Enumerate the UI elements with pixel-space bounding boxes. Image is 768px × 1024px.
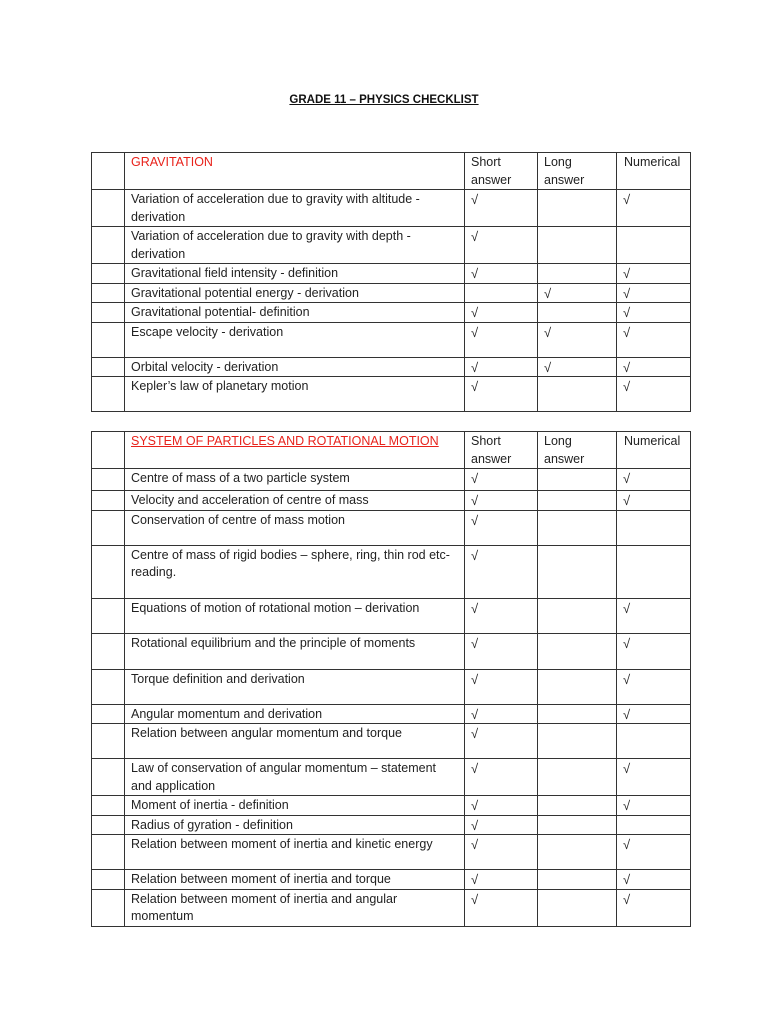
- numerical-check-cell: [617, 303, 691, 323]
- check-mark-icon: √: [471, 872, 479, 887]
- number-cell: [92, 759, 125, 796]
- check-mark-icon: √: [623, 305, 631, 320]
- long-check-cell: [538, 796, 617, 816]
- table-row: [92, 796, 691, 816]
- check-mark-icon: √: [471, 471, 479, 486]
- short-check-cell: [465, 870, 538, 890]
- long-check-cell: [538, 264, 617, 284]
- table-row: [92, 303, 691, 323]
- number-cell: [92, 870, 125, 890]
- numerical-check-cell: [617, 491, 691, 511]
- number-cell: [92, 469, 125, 491]
- table-row: [92, 227, 691, 264]
- short-check-cell: [465, 724, 538, 759]
- header-row: [92, 432, 691, 469]
- long-check-cell: [538, 704, 617, 724]
- numerical-check-cell: [617, 815, 691, 835]
- topic-cell: Radius of gyration - definition: [125, 815, 465, 835]
- numerical-check-cell: [617, 835, 691, 870]
- section-heading: [125, 153, 465, 190]
- check-mark-icon: √: [471, 706, 479, 722]
- short-check-cell: [465, 491, 538, 511]
- topic-cell: Centre of mass of rigid bodies – sphere, ring, thin rod etc- reading.: [125, 545, 465, 598]
- long-check-cell: [538, 227, 617, 264]
- rotational-motion-table: [91, 431, 691, 927]
- short-check-cell: [465, 303, 538, 323]
- numerical-check-cell: [617, 227, 691, 264]
- number-cell: [92, 796, 125, 816]
- short-check-cell: [465, 377, 538, 412]
- numerical-check-cell: [617, 357, 691, 377]
- short-check-cell: [465, 704, 538, 724]
- number-cell: [92, 633, 125, 669]
- short-check-cell: [465, 633, 538, 669]
- number-cell: [92, 510, 125, 545]
- short-check-cell: [465, 322, 538, 357]
- topic-cell: Conservation of centre of mass motion: [125, 510, 465, 545]
- check-mark-icon: √: [623, 706, 631, 722]
- topic-cell: Gravitational potential energy - derivation: [125, 283, 465, 303]
- numerical-check-cell: [617, 322, 691, 357]
- table-row: [92, 357, 691, 377]
- check-mark-icon: √: [623, 891, 631, 907]
- numerical-check-cell: [617, 283, 691, 303]
- long-check-cell: [538, 491, 617, 511]
- long-check-cell: [538, 190, 617, 227]
- check-mark-icon: √: [623, 761, 631, 776]
- check-mark-icon: √: [623, 600, 631, 616]
- number-cell: [92, 835, 125, 870]
- topic-cell: Relation between moment of inertia and angular momentum: [125, 889, 465, 926]
- long-check-cell: [538, 889, 617, 926]
- table-row: [92, 598, 691, 633]
- number-cell: [92, 264, 125, 284]
- check-mark-icon: √: [471, 837, 479, 852]
- table-row: [92, 322, 691, 357]
- topic-cell: Relation between moment of inertia and kinetic energy: [125, 835, 465, 870]
- table-row: [92, 704, 691, 724]
- check-mark-icon: √: [471, 600, 479, 616]
- short-check-cell: [465, 283, 538, 303]
- numerical-check-cell: [617, 870, 691, 890]
- table-row: [92, 815, 691, 835]
- long-check-cell: [538, 545, 617, 598]
- number-cell: [92, 545, 125, 598]
- check-mark-icon: √: [623, 798, 631, 813]
- check-mark-icon: √: [471, 324, 479, 340]
- long-check-cell: [538, 469, 617, 491]
- short-check-cell: [465, 227, 538, 264]
- short-check-cell: [465, 190, 538, 227]
- numerical-check-cell: [617, 469, 691, 491]
- section-heading-text: SYSTEM OF PARTICLES AND ROTATIONAL MOTION: [131, 434, 439, 448]
- number-cell: [92, 669, 125, 704]
- check-mark-icon: √: [471, 671, 479, 687]
- number-cell: [92, 377, 125, 412]
- table-row: [92, 264, 691, 284]
- topic-cell: Gravitational potential- definition: [125, 303, 465, 323]
- numerical-check-cell: [617, 510, 691, 545]
- check-mark-icon: √: [471, 359, 479, 375]
- long-check-cell: [538, 303, 617, 323]
- check-mark-icon: √: [623, 359, 631, 375]
- numerical-check-cell: [617, 669, 691, 704]
- numerical-check-cell: [617, 704, 691, 724]
- topic-cell: Orbital velocity - derivation: [125, 357, 465, 377]
- short-check-cell: [465, 545, 538, 598]
- topic-cell: Equations of motion of rotational motion – derivation: [125, 598, 465, 633]
- numerical-check-cell: [617, 190, 691, 227]
- table-row: [92, 724, 691, 759]
- topic-cell: Moment of inertia - definition: [125, 796, 465, 816]
- topic-cell: Angular momentum and derivation: [125, 704, 465, 724]
- table-row: [92, 889, 691, 926]
- table-row: [92, 545, 691, 598]
- topic-cell: Law of conservation of angular momentum – statement and application: [125, 759, 465, 796]
- check-mark-icon: √: [623, 671, 631, 687]
- check-mark-icon: √: [623, 837, 631, 852]
- table-row: [92, 835, 691, 870]
- number-cell: [92, 598, 125, 633]
- number-cell: [92, 322, 125, 357]
- numerical-check-cell: [617, 724, 691, 759]
- short-check-cell: [465, 815, 538, 835]
- number-cell: [92, 283, 125, 303]
- table-row: [92, 510, 691, 545]
- topic-cell: Variation of acceleration due to gravity with depth - derivation: [125, 227, 465, 264]
- topic-cell: Kepler’s law of planetary motion: [125, 377, 465, 412]
- check-mark-icon: √: [623, 872, 631, 887]
- section-heading: [125, 432, 465, 469]
- table-row: [92, 491, 691, 511]
- number-cell: [92, 303, 125, 323]
- number-cell: [92, 227, 125, 264]
- check-mark-icon: √: [544, 359, 552, 375]
- check-mark-icon: √: [544, 324, 552, 340]
- long-check-cell: [538, 377, 617, 412]
- table-row: [92, 377, 691, 412]
- topic-cell: Relation between moment of inertia and torque: [125, 870, 465, 890]
- long-check-cell: [538, 759, 617, 796]
- topic-cell: Velocity and acceleration of centre of mass: [125, 491, 465, 511]
- long-check-cell: [538, 510, 617, 545]
- check-mark-icon: √: [544, 285, 552, 301]
- check-mark-icon: √: [623, 266, 631, 281]
- check-mark-icon: √: [623, 379, 631, 394]
- check-mark-icon: √: [471, 512, 479, 528]
- topic-cell: Relation between angular momentum and torque: [125, 724, 465, 759]
- check-mark-icon: √: [471, 493, 479, 508]
- number-cell: [92, 357, 125, 377]
- section-heading-text: GRAVITATION: [131, 155, 213, 169]
- check-mark-icon: √: [623, 192, 631, 207]
- number-cell: [92, 889, 125, 926]
- long-check-cell: [538, 669, 617, 704]
- check-mark-icon: √: [623, 285, 631, 301]
- number-cell: [92, 153, 125, 190]
- gravitation-table: [91, 152, 691, 412]
- topic-cell: Variation of acceleration due to gravity with altitude - derivation: [125, 190, 465, 227]
- column-header-numerical: Numerical: [617, 432, 691, 469]
- short-check-cell: [465, 889, 538, 926]
- short-check-cell: [465, 264, 538, 284]
- short-check-cell: [465, 510, 538, 545]
- check-mark-icon: √: [623, 635, 631, 651]
- short-check-cell: [465, 669, 538, 704]
- number-cell: [92, 815, 125, 835]
- numerical-check-cell: [617, 598, 691, 633]
- column-header-long: Long answer: [538, 153, 617, 190]
- numerical-check-cell: [617, 759, 691, 796]
- check-mark-icon: √: [471, 798, 479, 813]
- short-check-cell: [465, 598, 538, 633]
- topic-cell: Torque definition and derivation: [125, 669, 465, 704]
- table-row: [92, 669, 691, 704]
- number-cell: [92, 432, 125, 469]
- long-check-cell: [538, 870, 617, 890]
- number-cell: [92, 704, 125, 724]
- numerical-check-cell: [617, 889, 691, 926]
- short-check-cell: [465, 759, 538, 796]
- check-mark-icon: √: [471, 547, 479, 563]
- page-title: GRADE 11 – PHYSICS CHECKLIST: [289, 94, 479, 106]
- check-mark-icon: √: [471, 229, 479, 244]
- table-row: [92, 870, 691, 890]
- table-row: [92, 469, 691, 491]
- long-check-cell: [538, 283, 617, 303]
- table-row: [92, 759, 691, 796]
- check-mark-icon: √: [471, 266, 479, 281]
- topic-cell: Rotational equilibrium and the principle of moments: [125, 633, 465, 669]
- check-mark-icon: √: [471, 192, 479, 207]
- numerical-check-cell: [617, 633, 691, 669]
- check-mark-icon: √: [623, 493, 631, 508]
- column-header-short: Short answer: [465, 432, 538, 469]
- check-mark-icon: √: [471, 305, 479, 320]
- topic-cell: Gravitational field intensity - definition: [125, 264, 465, 284]
- number-cell: [92, 190, 125, 227]
- long-check-cell: [538, 357, 617, 377]
- check-mark-icon: √: [471, 817, 479, 833]
- topic-cell: Centre of mass of a two particle system: [125, 469, 465, 491]
- long-check-cell: [538, 598, 617, 633]
- topic-cell: Escape velocity - derivation: [125, 322, 465, 357]
- short-check-cell: [465, 469, 538, 491]
- check-mark-icon: √: [623, 324, 631, 340]
- short-check-cell: [465, 835, 538, 870]
- numerical-check-cell: [617, 264, 691, 284]
- number-cell: [92, 724, 125, 759]
- numerical-check-cell: [617, 796, 691, 816]
- check-mark-icon: √: [471, 761, 479, 776]
- column-header-short: Short answer: [465, 153, 538, 190]
- header-row: [92, 153, 691, 190]
- table-row: [92, 190, 691, 227]
- short-check-cell: [465, 357, 538, 377]
- long-check-cell: [538, 724, 617, 759]
- long-check-cell: [538, 322, 617, 357]
- check-mark-icon: √: [471, 635, 479, 651]
- column-header-long: Long answer: [538, 432, 617, 469]
- check-mark-icon: √: [471, 379, 479, 394]
- numerical-check-cell: [617, 545, 691, 598]
- check-mark-icon: √: [471, 891, 479, 907]
- check-mark-icon: √: [471, 726, 479, 741]
- column-header-numerical: Numerical: [617, 153, 691, 190]
- long-check-cell: [538, 815, 617, 835]
- table-row: [92, 283, 691, 303]
- check-mark-icon: √: [623, 471, 631, 486]
- long-check-cell: [538, 633, 617, 669]
- numerical-check-cell: [617, 377, 691, 412]
- number-cell: [92, 491, 125, 511]
- long-check-cell: [538, 835, 617, 870]
- short-check-cell: [465, 796, 538, 816]
- table-row: [92, 633, 691, 669]
